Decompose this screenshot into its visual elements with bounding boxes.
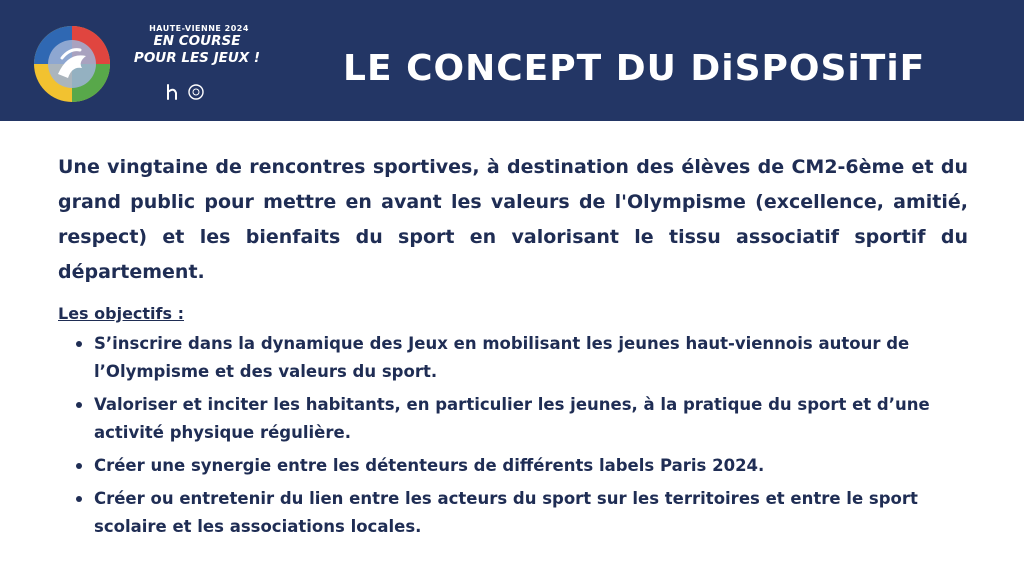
objective-item bbox=[58, 330, 968, 386]
badge-top-text: HAUTE-VIENNE 2024 bbox=[149, 24, 249, 33]
objective-item bbox=[58, 485, 968, 541]
event-badge bbox=[122, 24, 272, 67]
objective-text: S’inscrire dans la dynamique des Jeux en mobilisant les jeunes haut-viennois autour de l’Olympisme et des valeurs du sport. bbox=[94, 334, 910, 381]
objective-text: Créer une synergie entre les détenteurs de différents labels Paris 2024. bbox=[94, 456, 765, 475]
objectives-list bbox=[58, 330, 968, 546]
objective-item bbox=[58, 452, 968, 480]
badge-line-1: EN COURSE bbox=[153, 33, 241, 49]
haute-vienne-logo bbox=[28, 22, 116, 106]
objectives-heading: Les objectifs : bbox=[58, 304, 184, 323]
header-banner bbox=[0, 0, 1024, 121]
bullet-icon bbox=[76, 402, 82, 408]
badge-line-2: POUR LES JEUX ! bbox=[133, 50, 261, 66]
bullet-icon bbox=[76, 341, 82, 347]
page-title: LE CONCEPT DU DiSPOSiTiF bbox=[343, 48, 926, 89]
objective-text: Valoriser et inciter les habitants, en particulier les jeunes, à la pratique du sport et d’une activité physique régulière. bbox=[94, 395, 930, 442]
partner-logos bbox=[162, 81, 210, 103]
objective-text: Créer ou entretenir du lien entre les acteurs du sport sur les territoires et entre le sport scolaire et les associations locales. bbox=[94, 489, 918, 536]
objective-item bbox=[58, 391, 968, 447]
bullet-icon bbox=[76, 496, 82, 502]
intro-paragraph: Une vingtaine de rencontres sportives, à destination des élèves de CM2-6ème et du grand public pour mettre en avant les valeurs de l'Olympisme (excellence, amitié, respect) et les bienfaits du sport en valorisant le tissu associatif sportif du département. bbox=[58, 156, 968, 283]
bullet-icon bbox=[76, 463, 82, 469]
